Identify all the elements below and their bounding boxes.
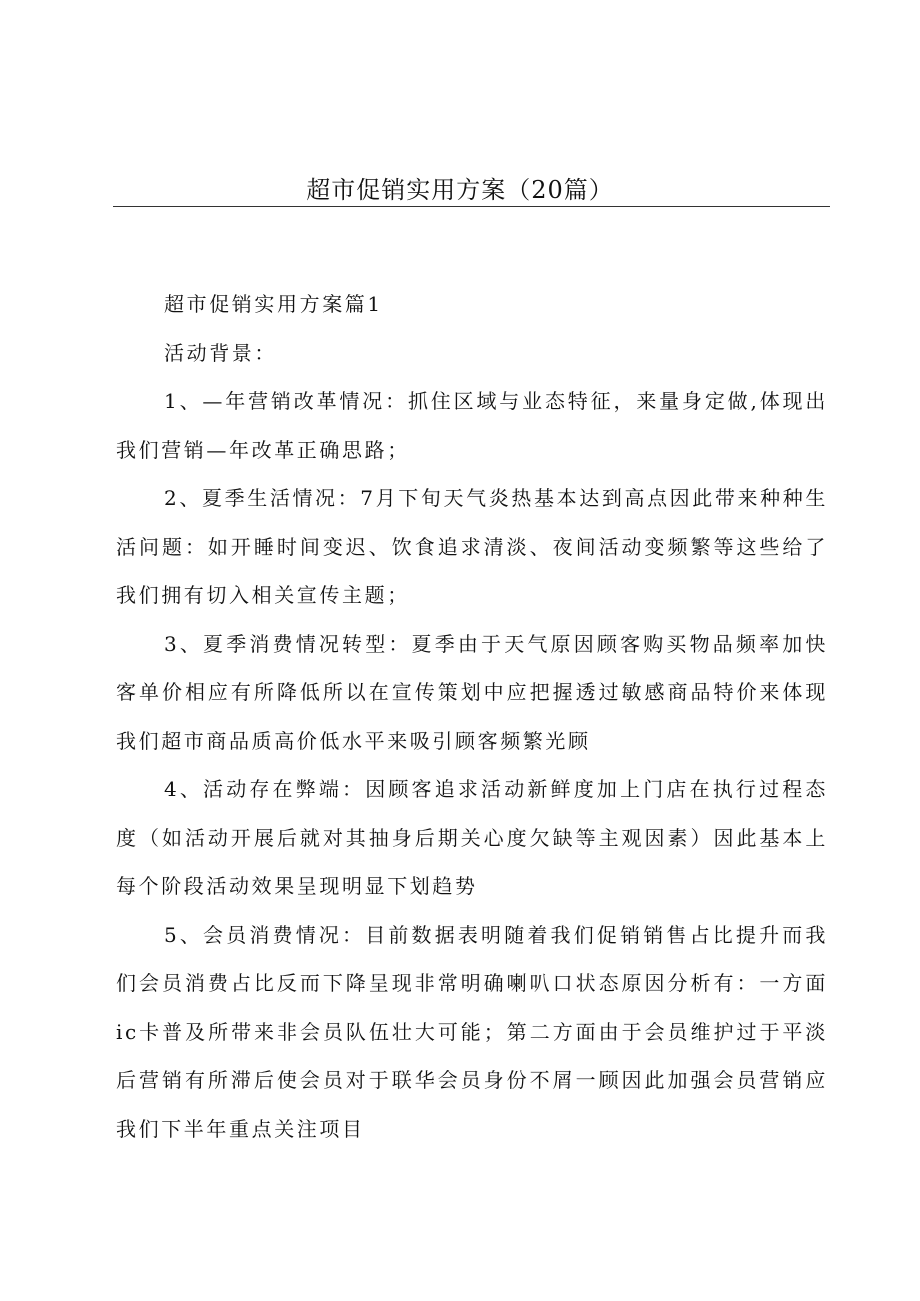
paragraph-background-label: 活动背景： — [164, 340, 277, 365]
section-heading: 超市促销实用方案篇1 — [164, 292, 383, 316]
paragraph-item-2: 2、夏季生活情况：7月下旬天气炎热基本达到高点因此带来种种生活问题：如开睡时间变迟、饮食追求清淡、夜间活动变频繁等这些给了我们拥有切入相关宣传主题； — [116, 486, 828, 607]
document-title: 超市促销实用方案（20篇） — [306, 176, 614, 204]
paragraph-item-5: 5、会员消费情况：目前数据表明随着我们促销销售占比提升而我们会员消费占比反而下降呈现非常明确喇叭口状态原因分析有：一方面ic卡普及所带来非会员队伍壮大可能；第二方面由于会员维护过于平淡后营销有所滞后使会员对于联华会员身份不屑一顾因此加强会员营销应我们下半年重点关注项目 — [116, 922, 828, 1141]
paragraph-item-1: 1、—年营销改革情况：抓住区域与业态特征，来量身定做,体现出我们营销—年改革正确思路； — [116, 389, 828, 462]
title-underline — [113, 206, 830, 207]
paragraph-item-3: 3、夏季消费情况转型：夏季由于天气原因顾客购买物品频率加快客单价相应有所降低所以在宣传策划中应把握透过敏感商品特价来体现我们超市商品质高价低水平来吸引顾客频繁光顾 — [116, 631, 828, 753]
document-body — [116, 280, 828, 1153]
paragraph-item-4: 4、活动存在弊端：因顾客追求活动新鲜度加上门店在执行过程态度（如活动开展后就对其抽身后期关心度欠缺等主观因素）因此基本上每个阶段活动效果呈现明显下划趋势 — [116, 777, 828, 898]
